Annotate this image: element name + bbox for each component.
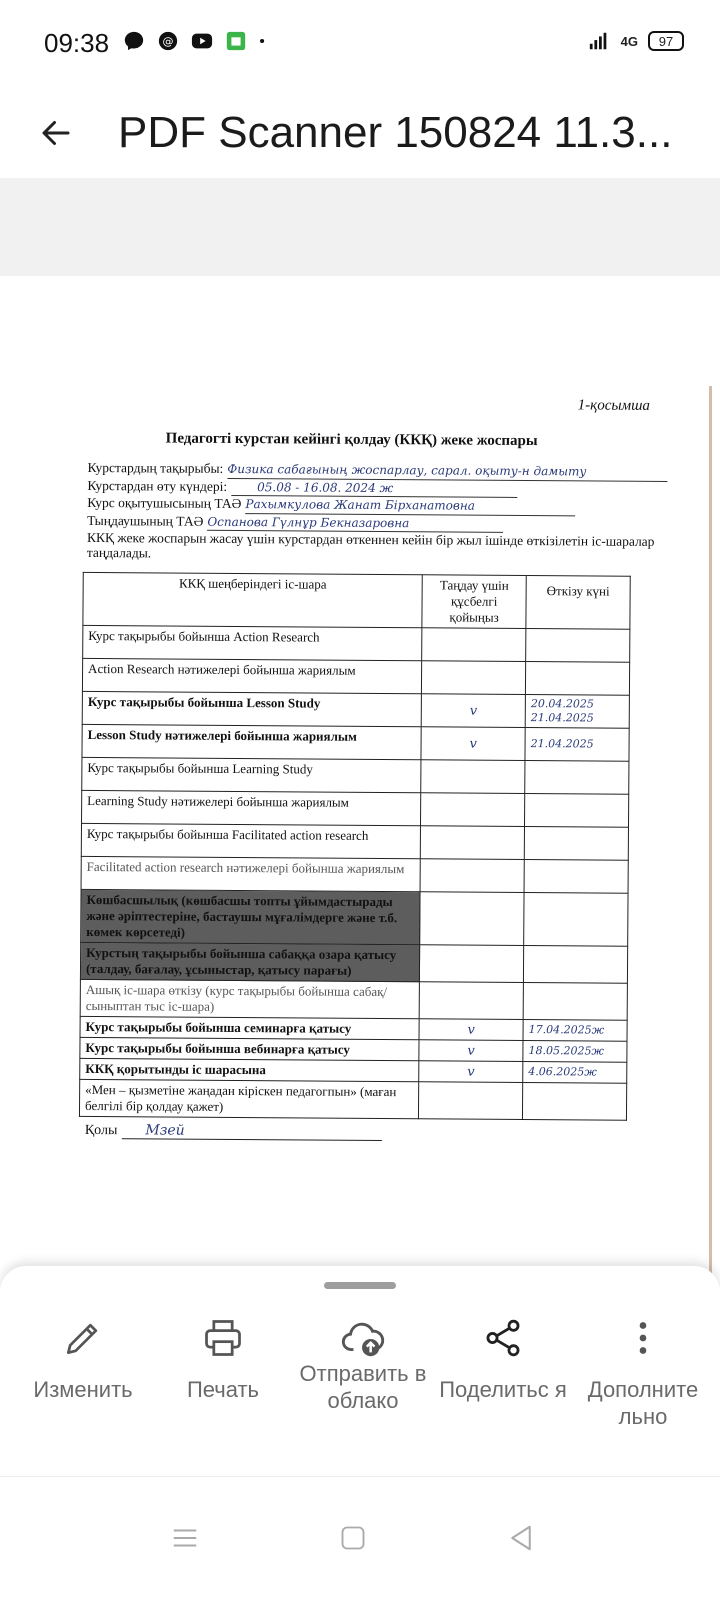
recents-button[interactable] xyxy=(160,1513,210,1563)
dot-icon xyxy=(258,30,272,52)
svg-text:@: @ xyxy=(162,35,174,49)
drag-handle[interactable] xyxy=(324,1282,396,1289)
edit-button[interactable] xyxy=(14,1314,152,1430)
menu-icon xyxy=(170,1523,200,1553)
table-row: Курс тақырыбы бойынша Facilitated action research xyxy=(81,823,628,860)
action-bar xyxy=(0,1314,720,1430)
signal-icon xyxy=(587,30,611,52)
header-activity: ККҚ шеңберіндегі іс-шара xyxy=(83,572,423,627)
messenger-icon xyxy=(122,30,146,52)
threads-icon xyxy=(156,30,180,52)
table-row: Курс тақырыбы бойынша Learning Study xyxy=(82,757,629,794)
field-course-dates: Курстардан өту күндері: 05.08 - 16.08. 2024 ж xyxy=(87,477,667,499)
edit-label: Изменить xyxy=(33,1377,133,1402)
bottom-sheet xyxy=(0,1266,720,1476)
header-date: Өткізу күні xyxy=(526,576,630,630)
scanned-document xyxy=(84,394,674,1139)
activity-table xyxy=(79,572,631,1121)
signal-4g-icon: 4G xyxy=(620,33,638,49)
cloud-upload-label: Отправить в облако xyxy=(299,1361,427,1413)
table-row: Facilitated action research нәтижелері бойынша жариялым xyxy=(81,856,628,893)
table-row: Курстың тақырыбы бойынша сабаққа озара қатысу (талдау, бағалау, ұсыныстар, қатысу парағы) xyxy=(80,942,627,983)
status-bar xyxy=(0,0,720,88)
table-row: Курс тақырыбы бойынша семинарға қатысу v 17.04.2025ж xyxy=(80,1016,627,1041)
plan-title: Педагогті курстан кейінгі қолдау (ККҚ) жеке жоспары xyxy=(165,430,538,450)
pencil-icon xyxy=(59,1314,107,1362)
header-check: Таңдау үшін құсбелгі қойыңыз xyxy=(422,575,526,629)
cloud-upload-button[interactable] xyxy=(294,1314,432,1430)
document-title: PDF Scanner 150824 11.3... xyxy=(118,108,673,157)
share-button[interactable] xyxy=(434,1314,572,1430)
battery-icon: 97 xyxy=(648,31,684,51)
table-row: Action Research нәтижелері бойынша жариялым xyxy=(82,658,629,695)
print-label: Печать xyxy=(186,1377,260,1402)
table-row: ККҚ қорытынды іс шарасына v 4.06.2025ж xyxy=(80,1058,627,1083)
share-icon xyxy=(479,1314,527,1362)
appendix-label: 1-қосымша xyxy=(577,397,650,414)
field-listener-name: Тыңдаушының ТАӘ Оспанова Гүлнұр Бекназаровна xyxy=(87,512,667,534)
table-row: Курс тақырыбы бойынша Action Research xyxy=(83,625,630,662)
print-button[interactable] xyxy=(154,1314,292,1430)
notification-icons xyxy=(122,30,272,52)
table-row: Ашық іс-шара өткізу (курс тақырыбы бойынша сабақ/сыныптан тыс іс-шара) xyxy=(80,979,627,1020)
printer-icon xyxy=(199,1314,247,1362)
youtube-icon xyxy=(190,30,214,52)
more-label: Дополните льно xyxy=(587,1377,699,1429)
square-icon xyxy=(339,1524,367,1552)
more-vertical-icon xyxy=(619,1314,667,1362)
home-button[interactable] xyxy=(328,1513,378,1563)
share-label: Поделитьс я xyxy=(439,1377,567,1402)
table-row: Learning Study нәтижелері бойынша жариялым xyxy=(82,790,629,827)
arrow-left-icon xyxy=(38,115,74,151)
table-row: Lesson Study нәтижелері бойынша жариялым v 21.04.2025 xyxy=(82,724,629,761)
store-icon xyxy=(224,30,248,52)
page-edge xyxy=(709,386,712,1286)
table-row: Курс тақырыбы бойынша вебинарға қатысу v 18.05.2025ж xyxy=(80,1037,627,1062)
document-page[interactable] xyxy=(0,276,720,1292)
signature-value: Мзей xyxy=(121,1122,381,1141)
signature-label: Қолы xyxy=(84,1122,118,1139)
plan-info xyxy=(87,460,668,564)
app-bar xyxy=(0,88,720,178)
system-icons xyxy=(587,30,684,52)
status-time: 09:38 xyxy=(44,28,110,58)
cloud-upload-icon xyxy=(339,1314,387,1362)
table-row: Көшбасшылық (көшбасшы топты ұйымдастырады және әріптестеріне, бастаушы мұғалімдерге және т.б. көмек көрсетеді) xyxy=(81,889,628,946)
table-row: «Мен – қызметіне жаңадан кіріскен педагогпын» (маған белгілі бір қолдау қажет) xyxy=(79,1079,626,1120)
plan-note: ККҚ жеке жоспарын жасау үшін курстардан өткеннен кейін бір жыл ішінде өткізілетін іс-шаралар таңдалады. xyxy=(86,529,655,561)
triangle-back-icon xyxy=(506,1523,536,1553)
system-nav-bar xyxy=(0,1476,720,1600)
signature-block xyxy=(85,1122,382,1141)
more-button[interactable] xyxy=(574,1314,712,1430)
back-button[interactable] xyxy=(26,103,86,163)
field-course-topic: Курстардың тақырыбы: Физика сабағының жоспарлау, сарал. оқыту-н дамыту xyxy=(87,460,667,482)
viewer-background xyxy=(0,178,720,276)
table-header xyxy=(83,572,630,629)
table-row: Курс тақырыбы бойынша Lesson Study v 20.04.2025 21.04.2025 xyxy=(82,691,629,728)
back-nav-button[interactable] xyxy=(496,1513,546,1563)
field-trainer-name: Курс оқытушысының ТАӘ Рахымкулова Жанат Бірханатовна xyxy=(87,495,667,517)
